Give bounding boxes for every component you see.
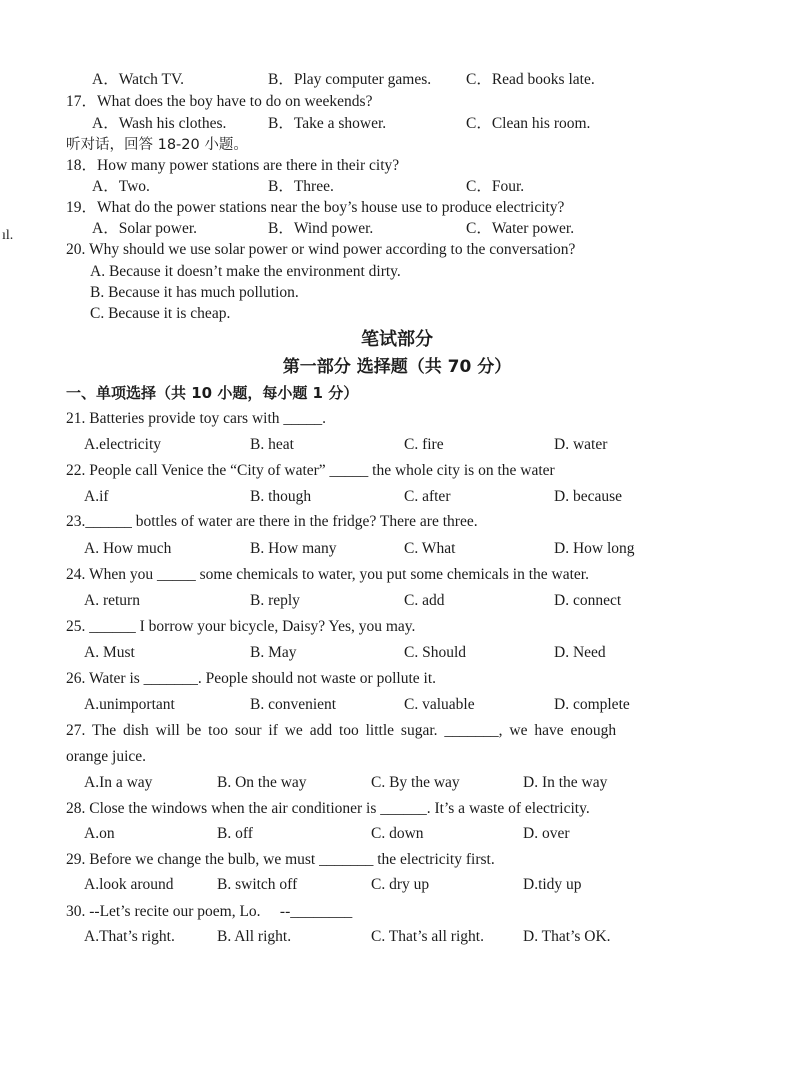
q26-option-b: B. convenient xyxy=(250,696,337,713)
q28-option-d: D. over xyxy=(523,825,570,842)
part-title: 第一部分 选择题（共 70 分） xyxy=(282,357,512,377)
q30-question: 30. --Let’s recite our poem, Lo. --________ xyxy=(66,903,353,920)
q28-option-a: A.on xyxy=(84,825,115,842)
q24-option-c: C. add xyxy=(404,592,445,609)
q30-option-a: A.That’s right. xyxy=(84,928,175,945)
q27-question-cont: orange juice. xyxy=(66,748,147,765)
q25-option-b: B. May xyxy=(250,644,297,661)
q16-option-a: A．Watch TV. xyxy=(92,71,185,88)
q29-option-d: D.tidy up xyxy=(523,876,582,893)
q17-question: 17．What does the boy have to do on weekends? xyxy=(66,93,373,110)
written-title: 笔试部分 xyxy=(361,329,433,350)
q27-option-a: A.In a way xyxy=(84,774,153,791)
q26-question: 26. Water is _______. People should not waste or pollute it. xyxy=(66,670,436,687)
q24-question: 24. When you _____ some chemicals to water, you put some chemicals in the water. xyxy=(66,566,589,583)
q29-option-c: C. dry up xyxy=(371,876,430,893)
q27-question: 27. The dish will be too sour if we add too little sugar. _______, we have enough xyxy=(66,722,617,739)
q18-option-c: C．Four. xyxy=(466,178,525,195)
q22-option-a: A.if xyxy=(84,488,109,505)
q21-option-c: C. fire xyxy=(404,436,444,453)
q25-option-c: C. Should xyxy=(404,644,467,661)
q21-option-a: A.electricity xyxy=(84,436,162,453)
q25-question: 25. ______ I borrow your bicycle, Daisy? Yes, you may. xyxy=(66,618,416,635)
q23-option-c: C. What xyxy=(404,540,456,557)
q23-option-a: A. How much xyxy=(84,540,172,557)
q17-option-b: B．Take a shower. xyxy=(268,115,387,132)
q23-question: 23.______ bottles of water are there in the fridge? There are three. xyxy=(66,513,478,530)
q19-option-c: C．Water power. xyxy=(466,220,575,237)
section-title: 一、单项选择（共 10 小题，每小题 1 分） xyxy=(66,384,359,402)
q29-option-a: A.look around xyxy=(84,876,174,893)
q26-option-c: C. valuable xyxy=(404,696,475,713)
q18-option-b: B．Three. xyxy=(268,178,334,195)
q29-option-b: B. switch off xyxy=(217,876,298,893)
q16-option-b: B．Play computer games. xyxy=(268,71,432,88)
q22-option-d: D. because xyxy=(554,488,622,505)
instruction-18-20: 听对话，回答 18-20 小题。 xyxy=(66,137,248,153)
q24-option-b: B. reply xyxy=(250,592,300,609)
q16-option-c: C．Read books late. xyxy=(466,71,595,88)
q30-option-c: C. That’s all right. xyxy=(371,928,484,945)
margin-mark: ıl. xyxy=(2,228,14,243)
q23-option-d: D. How long xyxy=(554,540,635,557)
q28-option-b: B. off xyxy=(217,825,253,842)
q29-question: 29. Before we change the bulb, we must _______ the electricity first. xyxy=(66,851,495,868)
q18-option-a: A．Two. xyxy=(92,178,150,195)
q25-option-d: D. Need xyxy=(554,644,606,661)
q20-option-a: A. Because it doesn’t make the environment dirty. xyxy=(90,263,401,280)
q22-option-c: C. after xyxy=(404,488,451,505)
q30-option-b: B. All right. xyxy=(217,928,292,945)
q17-option-c: C．Clean his room. xyxy=(466,115,591,132)
q19-option-a: A．Solar power. xyxy=(92,220,198,237)
q17-option-a: A．Wash his clothes. xyxy=(92,115,227,132)
q27-option-c: C. By the way xyxy=(371,774,460,791)
q20-option-c: C. Because it is cheap. xyxy=(90,305,231,322)
q28-option-c: C. down xyxy=(371,825,424,842)
q22-option-b: B. though xyxy=(250,488,312,505)
q26-option-a: A.unimportant xyxy=(84,696,175,713)
q21-option-d: D. water xyxy=(554,436,608,453)
q25-option-a: A. Must xyxy=(84,644,135,661)
q19-question: 19．What do the power stations near the boy’s house use to produce electricity? xyxy=(66,199,565,216)
q21-question: 21. Batteries provide toy cars with _____. xyxy=(66,410,327,427)
q30-option-d: D. That’s OK. xyxy=(523,928,611,945)
q19-option-b: B．Wind power. xyxy=(268,220,374,237)
q26-option-d: D. complete xyxy=(554,696,630,713)
q24-option-a: A. return xyxy=(84,592,140,609)
q20-option-b: B. Because it has much pollution. xyxy=(90,284,299,301)
q23-option-b: B. How many xyxy=(250,540,337,557)
q20-question: 20. Why should we use solar power or wind power according to the conversation? xyxy=(66,241,576,258)
q18-question: 18．How many power stations are there in their city? xyxy=(66,157,400,174)
q27-option-d: D. In the way xyxy=(523,774,608,791)
q28-question: 28. Close the windows when the air conditioner is ______. It’s a waste of electricity. xyxy=(66,800,590,817)
q27-option-b: B. On the way xyxy=(217,774,307,791)
q24-option-d: D. connect xyxy=(554,592,622,609)
q22-question: 22. People call Venice the “City of water” _____ the whole city is on the water xyxy=(66,462,555,479)
q21-option-b: B. heat xyxy=(250,436,294,453)
